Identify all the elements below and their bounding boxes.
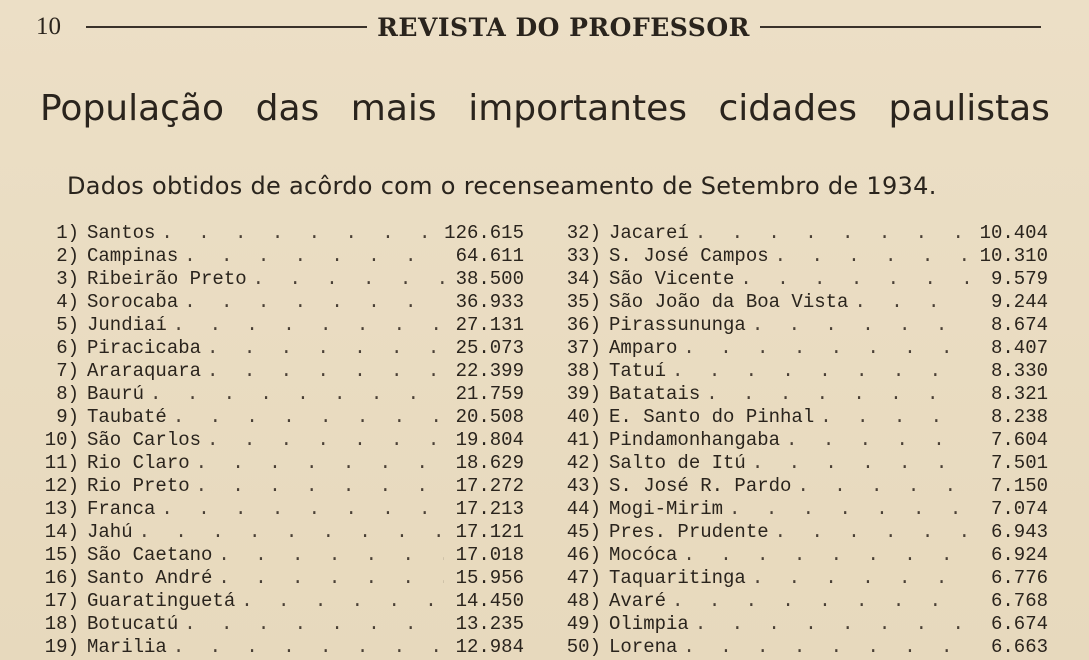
rank-number: 11) — [44, 452, 79, 474]
population-value: 17.018 — [455, 544, 524, 566]
population-value: 19.804 — [455, 429, 524, 451]
city-row — [34, 360, 524, 383]
city-row — [34, 521, 524, 544]
leader-dots — [734, 268, 968, 291]
city-name: São Caetano — [87, 544, 213, 566]
leader-dots — [178, 245, 444, 268]
population-value: 8.321 — [990, 383, 1048, 405]
rank-number: 7) — [56, 360, 79, 382]
city-name: Mocóca — [609, 544, 678, 566]
title-word: das — [255, 88, 320, 129]
city-name: Sorocaba — [87, 291, 179, 313]
rank-number: 41) — [566, 429, 601, 451]
leader-dots — [723, 498, 968, 521]
city-name: S. José Campos — [609, 245, 769, 267]
city-row — [34, 406, 524, 429]
rank-number: 39) — [566, 383, 601, 405]
rank-number: 40) — [566, 406, 601, 428]
title-word: importantes — [468, 88, 687, 129]
city-name: Santo André — [87, 567, 213, 589]
city-row — [34, 452, 524, 475]
rank-number: 2) — [56, 245, 79, 267]
city-name: Batatais — [609, 383, 701, 405]
city-name: Lorena — [609, 636, 678, 658]
rank-number: 47) — [566, 567, 601, 589]
population-value: 14.450 — [455, 590, 524, 612]
city-row — [556, 314, 1048, 337]
leader-dots — [247, 268, 444, 291]
city-row — [34, 613, 524, 636]
city-row — [34, 337, 524, 360]
city-row — [556, 222, 1048, 245]
population-value: 8.407 — [990, 337, 1048, 359]
rank-number: 1) — [56, 222, 79, 244]
subtitle: Dados obtidos de acôrdo com o recenseamento de Setembro de 1934. — [67, 172, 937, 200]
city-row — [556, 521, 1048, 544]
city-row — [556, 498, 1048, 521]
city-row — [556, 429, 1048, 452]
title-word: População — [40, 88, 225, 129]
rank-number: 9) — [56, 406, 79, 428]
city-row — [556, 544, 1048, 567]
rank-number: 19) — [44, 636, 79, 658]
city-row — [34, 291, 524, 314]
city-name: São Vicente — [609, 268, 735, 290]
leader-dots — [700, 383, 968, 406]
population-value: 36.933 — [455, 291, 524, 313]
rank-number: 44) — [566, 498, 601, 520]
city-row — [34, 567, 524, 590]
population-value: 21.759 — [455, 383, 524, 405]
population-value: 6.663 — [990, 636, 1048, 658]
city-list-right — [556, 222, 1048, 659]
city-row — [556, 452, 1048, 475]
city-row — [34, 498, 524, 521]
population-value: 6.768 — [990, 590, 1048, 612]
leader-dots — [746, 452, 968, 475]
rank-number: 49) — [566, 613, 601, 635]
leader-dots — [212, 544, 444, 567]
rank-number: 16) — [44, 567, 79, 589]
leader-dots — [167, 406, 444, 429]
city-name: Franca — [87, 498, 156, 520]
rank-number: 37) — [566, 337, 601, 359]
city-row — [34, 636, 524, 659]
rank-number: 50) — [566, 636, 601, 658]
rank-number: 5) — [56, 314, 79, 336]
header-rule-left — [86, 26, 367, 28]
leader-dots — [769, 521, 968, 544]
leader-dots — [666, 590, 968, 613]
population-value: 15.956 — [455, 567, 524, 589]
page-title — [40, 88, 1050, 129]
rank-number: 32) — [566, 222, 601, 244]
title-word: mais — [350, 88, 437, 129]
population-value: 126.615 — [444, 222, 524, 244]
city-row — [556, 406, 1048, 429]
city-name: Mogi-Mirim — [609, 498, 724, 520]
leader-dots — [780, 429, 968, 452]
city-name: São Carlos — [87, 429, 202, 451]
population-value: 8.238 — [990, 406, 1048, 428]
rank-number: 48) — [566, 590, 601, 612]
leader-dots — [746, 314, 968, 337]
city-row — [34, 590, 524, 613]
leader-dots — [791, 475, 968, 498]
rank-number: 42) — [566, 452, 601, 474]
population-value: 9.244 — [990, 291, 1048, 313]
city-row — [34, 268, 524, 291]
rank-number: 15) — [44, 544, 79, 566]
population-value: 17.272 — [455, 475, 524, 497]
city-name: Marilia — [87, 636, 167, 658]
leader-dots — [155, 498, 444, 521]
rank-number: 18) — [44, 613, 79, 635]
city-name: Taubaté — [87, 406, 167, 428]
city-name: Botucatú — [87, 613, 179, 635]
population-value: 25.073 — [455, 337, 524, 359]
page-number: 10 — [36, 13, 61, 40]
leader-dots — [746, 567, 968, 590]
population-value: 22.399 — [455, 360, 524, 382]
population-value: 17.121 — [455, 521, 524, 543]
rank-number: 38) — [566, 360, 601, 382]
leader-dots — [677, 337, 968, 360]
city-name: Amparo — [609, 337, 678, 359]
leader-dots — [201, 337, 444, 360]
population-value: 10.404 — [979, 222, 1048, 244]
city-name: Piracicaba — [87, 337, 202, 359]
city-row — [34, 222, 524, 245]
city-name: São João da Boa Vista — [609, 291, 849, 313]
city-name: Jundiaí — [87, 314, 167, 336]
leader-dots — [769, 245, 968, 268]
leader-dots — [666, 360, 968, 383]
city-name: Santos — [87, 222, 156, 244]
city-row — [34, 314, 524, 337]
rank-number: 14) — [44, 521, 79, 543]
city-row — [556, 383, 1048, 406]
population-value: 13.235 — [455, 613, 524, 635]
city-row — [556, 291, 1048, 314]
population-value: 12.984 — [455, 636, 524, 658]
population-value: 20.508 — [455, 406, 524, 428]
rank-number: 35) — [566, 291, 601, 313]
city-name: Tatuí — [609, 360, 667, 382]
city-row — [556, 613, 1048, 636]
city-row — [556, 636, 1048, 659]
population-value: 38.500 — [455, 268, 524, 290]
city-name: E. Santo do Pinhal — [609, 406, 815, 428]
city-name: Pirassununga — [609, 314, 746, 336]
city-row — [556, 590, 1048, 613]
rank-number: 36) — [566, 314, 601, 336]
title-word: paulistas — [888, 88, 1050, 129]
rank-number: 13) — [44, 498, 79, 520]
city-name: Jacareí — [609, 222, 689, 244]
city-row — [556, 337, 1048, 360]
city-row — [556, 475, 1048, 498]
rank-number: 4) — [56, 291, 79, 313]
population-value: 8.330 — [990, 360, 1048, 382]
city-name: Rio Preto — [87, 475, 190, 497]
city-row — [34, 245, 524, 268]
leader-dots — [167, 636, 444, 659]
rank-number: 17) — [44, 590, 79, 612]
rank-number: 10) — [44, 429, 79, 451]
city-name: Guaratinguetá — [87, 590, 236, 612]
rank-number: 3) — [56, 268, 79, 290]
city-name: S. José R. Pardo — [609, 475, 792, 497]
leader-dots — [689, 222, 968, 245]
page-header — [36, 10, 1051, 44]
city-name: Baurú — [87, 383, 145, 405]
leader-dots — [133, 521, 444, 544]
city-row — [34, 475, 524, 498]
rank-number: 45) — [566, 521, 601, 543]
city-name: Olimpia — [609, 613, 689, 635]
leader-dots — [178, 291, 444, 314]
city-name: Pres. Prudente — [609, 521, 769, 543]
leader-dots — [848, 291, 968, 314]
rank-number: 6) — [56, 337, 79, 359]
city-row — [556, 268, 1048, 291]
population-value: 6.776 — [990, 567, 1048, 589]
population-value: 17.213 — [455, 498, 524, 520]
rank-number: 12) — [44, 475, 79, 497]
rank-number: 33) — [566, 245, 601, 267]
population-value: 27.131 — [455, 314, 524, 336]
city-name: Avaré — [609, 590, 667, 612]
population-value: 9.579 — [990, 268, 1048, 290]
city-name: Araraquara — [87, 360, 202, 382]
header-rule-right — [760, 26, 1041, 28]
rank-number: 43) — [566, 475, 601, 497]
city-name: Taquaritinga — [609, 567, 746, 589]
population-value: 10.310 — [979, 245, 1048, 267]
leader-dots — [235, 590, 444, 613]
leader-dots — [689, 613, 968, 636]
city-name: Campinas — [87, 245, 179, 267]
leader-dots — [814, 406, 968, 429]
leader-dots — [178, 613, 444, 636]
population-value: 7.604 — [990, 429, 1048, 451]
population-value: 6.924 — [990, 544, 1048, 566]
city-name: Ribeirão Preto — [87, 268, 247, 290]
rank-number: 34) — [566, 268, 601, 290]
population-value: 8.674 — [990, 314, 1048, 336]
population-value: 64.611 — [455, 245, 524, 267]
population-value: 7.074 — [990, 498, 1048, 520]
city-row — [556, 360, 1048, 383]
city-row — [34, 383, 524, 406]
title-word: cidades — [718, 88, 857, 129]
city-row — [556, 567, 1048, 590]
city-row — [556, 245, 1048, 268]
leader-dots — [190, 452, 444, 475]
leader-dots — [190, 475, 444, 498]
rank-number: 8) — [56, 383, 79, 405]
leader-dots — [167, 314, 444, 337]
leader-dots — [201, 429, 444, 452]
leader-dots — [677, 544, 968, 567]
city-list-left — [34, 222, 524, 659]
population-value: 6.674 — [990, 613, 1048, 635]
city-row — [34, 544, 524, 567]
city-name: Pindamonhangaba — [609, 429, 781, 451]
running-title: REVISTA DO PROFESSOR — [377, 12, 750, 42]
population-value: 18.629 — [455, 452, 524, 474]
leader-dots — [155, 222, 444, 245]
rank-number: 46) — [566, 544, 601, 566]
leader-dots — [212, 567, 444, 590]
city-row — [34, 429, 524, 452]
city-name: Jahú — [87, 521, 133, 543]
city-name: Rio Claro — [87, 452, 190, 474]
population-value: 7.150 — [990, 475, 1048, 497]
leader-dots — [144, 383, 444, 406]
population-value: 7.501 — [990, 452, 1048, 474]
population-value: 6.943 — [990, 521, 1048, 543]
city-name: Salto de Itú — [609, 452, 746, 474]
leader-dots — [201, 360, 444, 383]
leader-dots — [677, 636, 968, 659]
